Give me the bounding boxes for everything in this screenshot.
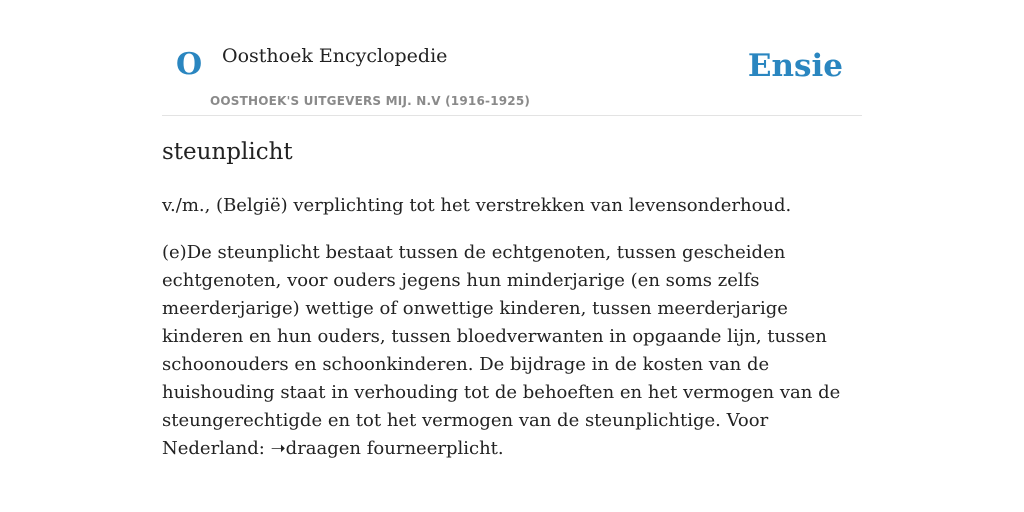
arrow-icon: ➝: [270, 438, 286, 459]
publisher-label: OOSTHOEK'S UITGEVERS MIJ. N.V (1916-1925): [210, 94, 531, 108]
entry-definition: v./m., (België) verplichting tot het verstrekken van levensonderhoud.: [162, 195, 792, 216]
end-punctuation: .: [497, 438, 504, 459]
entry-body: [162, 239, 862, 463]
entry-body-text: (e)De steunplicht bestaat tussen de echtgenoten, tussen gescheiden echtgenoten, voor ouders jegens hun minderjarige (en soms zelfs meerderjarige) wettige of onwettige kinderen, tussen meerderjarige kinderen en hun ouders, tussen bloedverwanten in opgaande lijn, tussen schoonouders en schoonkinderen. De bijdrage in de kosten van de huishouding staat in verhouding tot de behoeften en het vermogen van de steungerechtigde en tot het vermogen van de steunplichtige. Voor Nederland:: [162, 242, 841, 459]
page: [162, 0, 862, 459]
entry-title: steunplicht: [162, 139, 293, 165]
cross-reference-link[interactable]: draagen fourneerplicht: [285, 438, 498, 459]
site-title[interactable]: Oosthoek Encyclopedie: [222, 45, 448, 67]
logo-letter[interactable]: O: [176, 47, 203, 82]
brand-logo[interactable]: Ensie: [747, 48, 843, 84]
site-header: [162, 0, 862, 116]
